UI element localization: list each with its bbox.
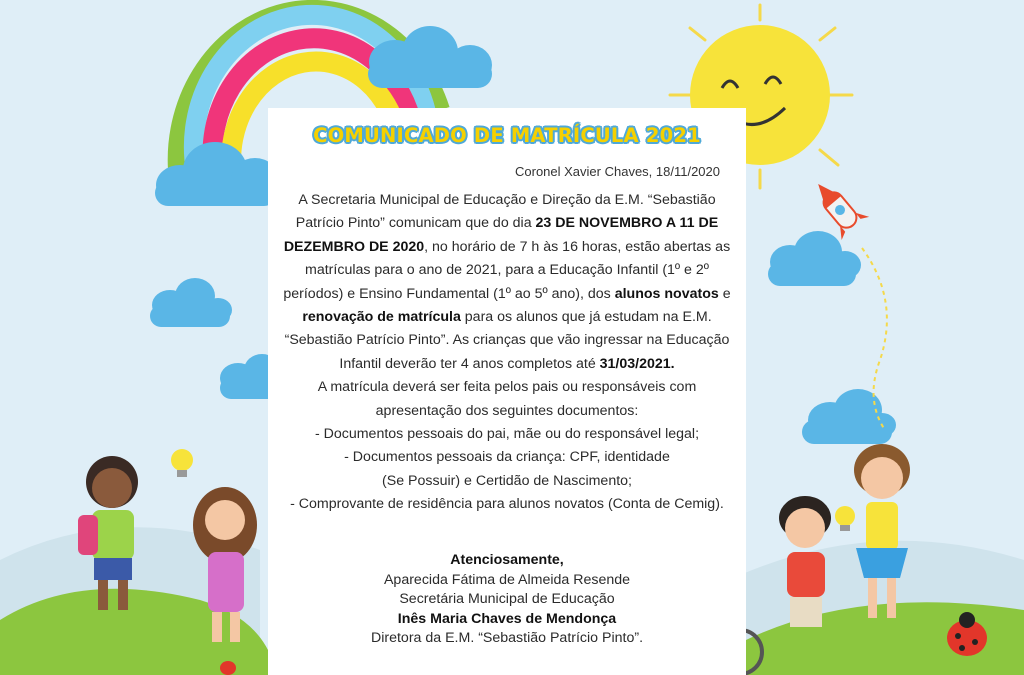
cloud-icon — [802, 389, 896, 444]
announcement-body — [276, 189, 738, 517]
cutoff-date: 31/03/2021. — [599, 355, 675, 372]
new-students-label: alunos novatos — [614, 285, 719, 302]
enrollment-period: 23 DE NOVEMBRO A 11 DE DEZEMBRO DE 2020 — [283, 215, 719, 255]
intro-text-c: , no horário de 7 h às 16 horas, estão abertas as matrículas para o ano de 2021, para a Educação Infantil (1º e 2º períodos) e Ensino Fundamental (1º ao 5º ano), dos — [283, 238, 731, 302]
announcement-title: COMUNICADO DE MATRÍCULA 2021 — [313, 124, 701, 147]
intro-text-e: e — [718, 285, 731, 302]
intro-text-a: A Secretaria Municipal de Educação e Direção da E.M. “Sebastião Patrício Pinto” comunicam que do dia — [295, 192, 716, 232]
signer-1-name: Aparecida Fátima de Almeida Resende — [383, 571, 631, 588]
cloud-icon — [150, 278, 232, 327]
paragraph-intro — [276, 189, 738, 376]
document-item: - Documentos pessoais da criança: CPF, identidade (Se Possuir) e Certidão de Nascimento; — [344, 449, 670, 489]
signer-2-role: Diretora da E.M. “Sebastião Patrício Pinto”. — [370, 630, 644, 647]
paragraph-documents-intro: A matrícula deverá ser feita pelos pais ou responsáveis com apresentação dos seguintes documentos: — [317, 379, 697, 419]
signer-1-role: Secretária Municipal de Educação — [399, 591, 615, 608]
intro-text-g: para os alunos que já estudam na E.M. “Sebastião Patrício Pinto”. As crianças que vão ingressar na Educação Infantil deverão ter 4 anos completos até — [284, 309, 730, 372]
light-bulb-icon — [171, 449, 193, 477]
rocket-icon — [804, 172, 869, 240]
ladybug-icon — [220, 661, 236, 675]
light-bulb-icon — [835, 506, 855, 531]
place-date: Coronel Xavier Chaves, 18/11/2020 — [515, 164, 720, 179]
document-item: - Documentos pessoais do pai, mãe ou do responsável legal; — [314, 426, 700, 443]
document-item: - Comprovante de residência para alunos novatos (Conta de Cemig). — [290, 496, 724, 513]
signature-block — [268, 551, 746, 649]
cloud-icon — [768, 231, 861, 286]
signer-2-name: Inês Maria Chaves de Mendonça — [397, 610, 617, 627]
greeting: Atenciosamente, — [450, 552, 564, 568]
renewal-label: renovação de matrícula — [302, 309, 461, 326]
